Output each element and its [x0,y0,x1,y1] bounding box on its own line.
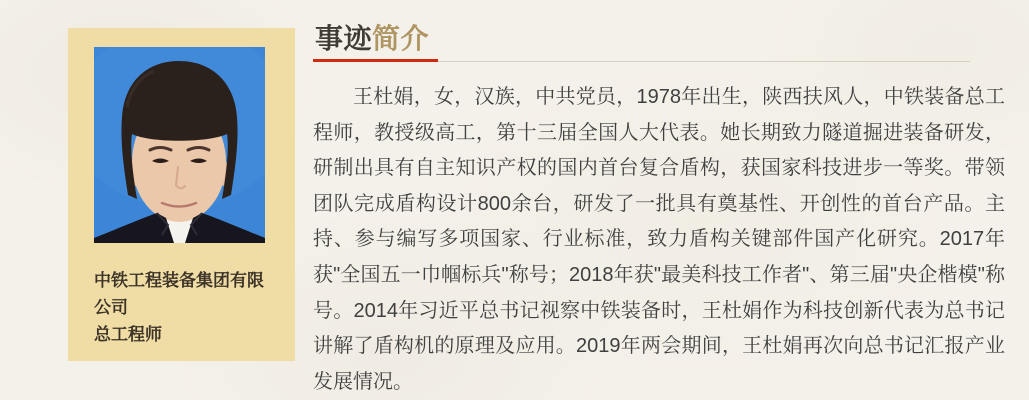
bio-section [313,0,1005,400]
heading-accent: 简介 [372,23,430,54]
profile-card [68,28,295,361]
section-heading [315,25,429,53]
heading-rule-accent [313,59,438,62]
portrait-illustration [94,47,265,243]
heading-primary: 事迹 [315,23,373,54]
bio-paragraph: 王杜娟，女，汉族，中共党员，1978年出生，陕西扶风人，中铁装备总工程师，教授级高工，第十三届全国人大代表。她长期致力隧道掘进装备研发，研制出具有自主知识产权的国内首台复合盾构，获国家科技进步一等奖。带领团队完成盾构设计800余台，研发了一批具有奠基性、开创性的首台产品。主持、参与编写多项国家、行业标准，致力盾构关键部件国产化研究。2017年获"全国五一巾帼标兵"称号；2018年获"最美科技工作者"、第三届"央企楷模"称号。2014年习近平总书记视察中铁装备时，王杜娟作为科技创新代表为总书记讲解了盾构机的原理及应用。2019年两会期间，王杜娟再次向总书记汇报产业发展情况。 [313,86,1005,393]
organization-name: 中铁工程装备集团有限公司 [94,271,264,317]
job-title: 总工程师 [94,325,162,344]
portrait-photo [94,47,265,243]
